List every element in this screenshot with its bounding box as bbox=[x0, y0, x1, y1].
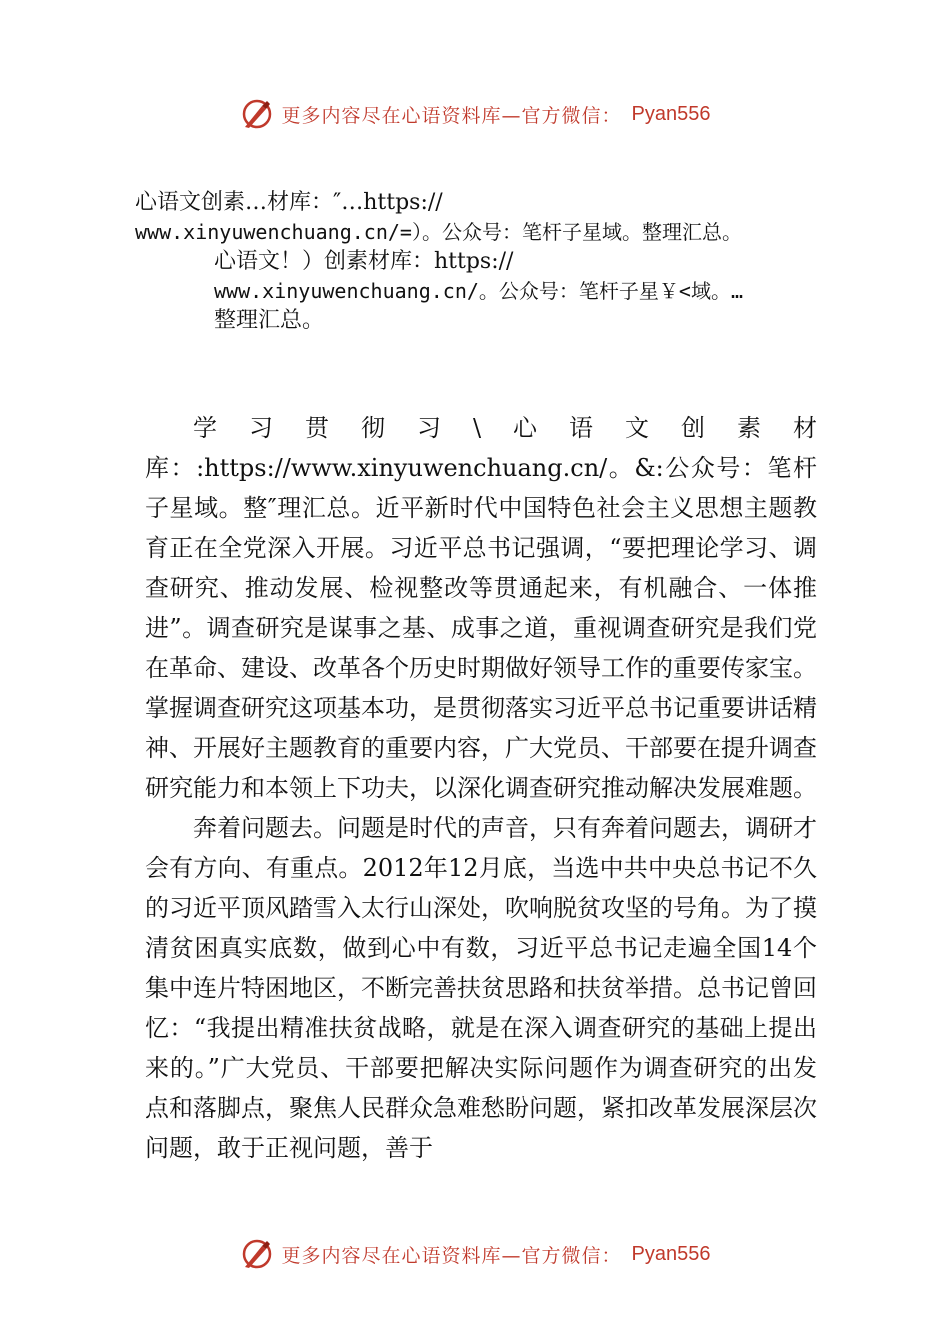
banner-text: 更多内容尽在心语资料库—官方微信： bbox=[281, 104, 622, 127]
banner-account: Pyan556 bbox=[631, 1242, 711, 1265]
banner-account: Pyan556 bbox=[631, 102, 711, 125]
header-line-4: www.xinyuwenchuang.cn/。公众号：笔杆子星￥<域。… bbox=[214, 279, 743, 303]
header-line-1: 心语文创素…材库：″…https:// bbox=[135, 190, 443, 215]
paragraph-2: 奔着问题去。问题是时代的声音，只有奔着问题去，调研才会有方向、有重点。2012年12月底，当选中共中央总书记不久的习近平顶风踏雪入太行山深处，吹响脱贫攻坚的号角。为了摸清贫困真实底数，做到心中有数，习近平总书记走遍全国14个集中连片特困地区，不断完善扶贫思路和扶贫举措。总书记曾回忆：“我提出精准扶贫战略，就是在深入调查研究的基础上提出来的。”广大党员、干部要把解决实际问题作为调查研究的出发点和落脚点，聚焦人民群众急难愁盼问题，紧扣改革发展深层次问题，敢于正视问题，善于 bbox=[145, 814, 817, 1162]
paragraph-1: 学习贯彻习\心语文创素材库：:https://www.xinyuwenchuang.cn/。&:公众号：笔杆子星域。整″理汇总。近平新时代中国特色社会主义思想主题教育正在全党深入开展。习近平总书记强调，“要把理论学习、调查研究、推动发展、检视整改等贯通起来，有机融合、一体推进”。调查研究是谋事之基、成事之道，重视调查研究是我们党在革命、建设、改革各个历史时期做好领导工作的重要传家宝。掌握调查研究这项基本功，是贯彻落实习近平总书记重要讲话精神、开展好主题教育的重要内容，广大党员、干部要在提升调查研究能力和本领上下功夫，以深化调查研究推动解决发展难题。 bbox=[145, 414, 817, 802]
footer-banner bbox=[0, 1232, 950, 1276]
pen-logo-icon bbox=[240, 1237, 274, 1271]
header-banner bbox=[0, 92, 950, 136]
header-line-5: 整理汇总。 bbox=[214, 308, 325, 333]
header-line-2: www.xinyuwenchuang.cn/=）。公众号：笔杆子星域。整理汇总。 bbox=[135, 220, 742, 244]
article-body bbox=[145, 408, 817, 1168]
pen-logo-icon bbox=[240, 97, 274, 131]
header-line-3: 心语文！）创素材库：https:// bbox=[214, 249, 514, 274]
banner-text: 更多内容尽在心语资料库—官方微信： bbox=[281, 1244, 622, 1267]
